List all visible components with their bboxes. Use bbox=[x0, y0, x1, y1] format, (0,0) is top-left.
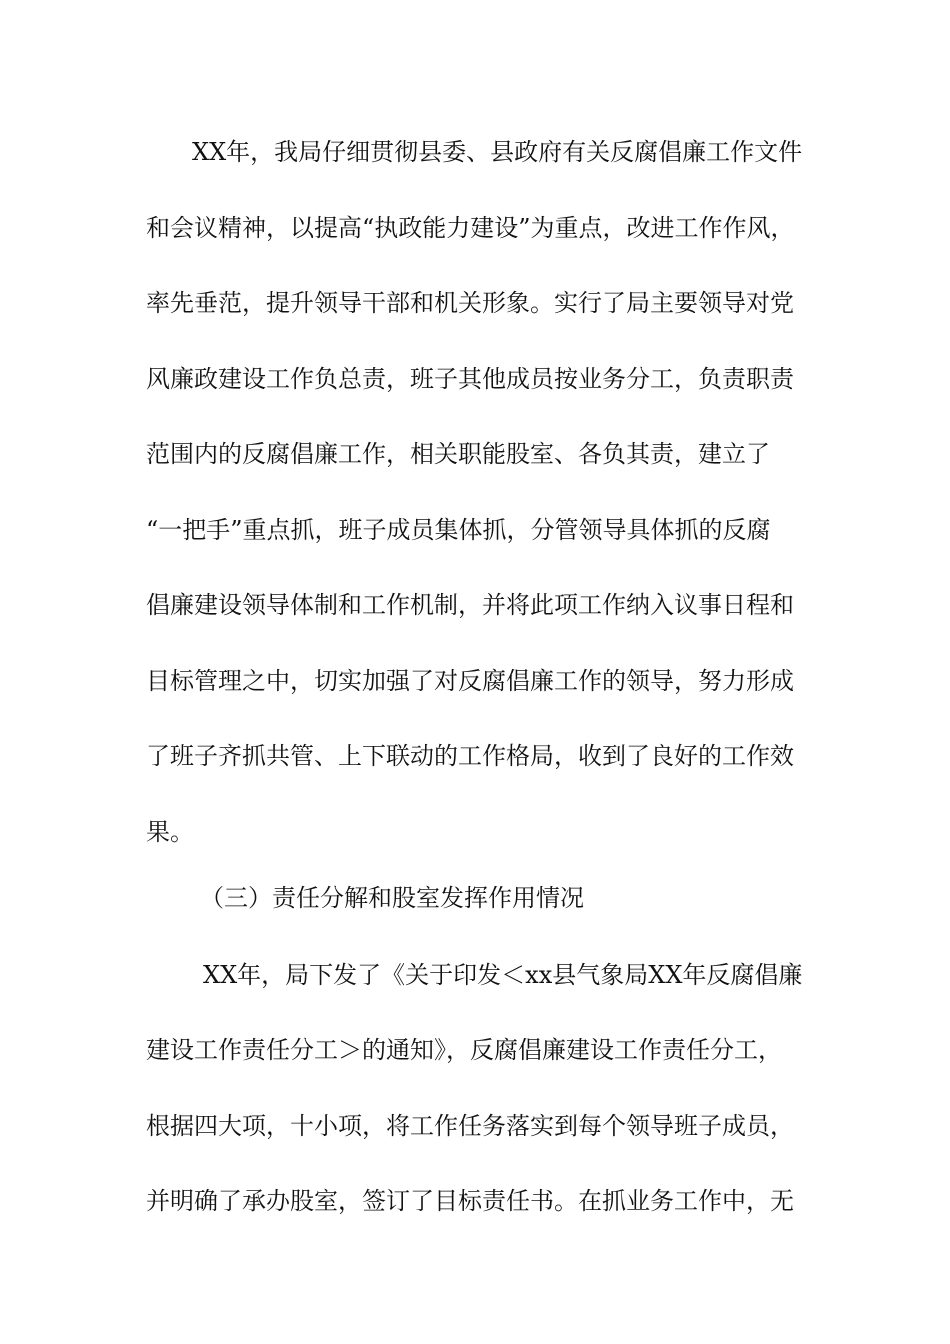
paragraph-line-12: 建设工作责任分工＞的通知》，反腐倡廉建设工作责任分工， bbox=[146, 1036, 782, 1064]
section-heading: （三）责任分解和股室发挥作用情况 bbox=[200, 884, 584, 912]
paragraph-line-9: 了班子齐抓共管、上下联动的工作格局，收到了良好的工作效 bbox=[146, 742, 794, 770]
paragraph-line-2: 和会议精神，以提高“执政能力建设”为重点，改进工作作风， bbox=[146, 214, 795, 242]
paragraph-line-7: 倡廉建设领导体制和工作机制，并将此项工作纳入议事日程和 bbox=[146, 591, 794, 619]
paragraph-line-13: 根据四大项，十小项，将工作任务落实到每个领导班子成员， bbox=[146, 1112, 794, 1140]
paragraph-line-1: XX年，我局仔细贯彻县委、县政府有关反腐倡廉工作文件 bbox=[192, 138, 803, 166]
paragraph-line-10: 果。 bbox=[146, 818, 194, 846]
paragraph-line-6: “一把手”重点抓，班子成员集体抓，分管领导具体抓的反腐 bbox=[146, 516, 771, 544]
paragraph-line-4: 风廉政建设工作负总责，班子其他成员按业务分工，负责职责 bbox=[146, 365, 794, 393]
paragraph-line-3: 率先垂范，提升领导干部和机关形象。实行了局主要领导对党 bbox=[146, 289, 794, 317]
paragraph-line-11: XX年，局下发了《关于印发＜xx县气象局XX年反腐倡廉 bbox=[203, 961, 803, 989]
paragraph-line-5: 范围内的反腐倡廉工作，相关职能股室、各负其责，建立了 bbox=[146, 440, 770, 468]
paragraph-line-8: 目标管理之中，切实加强了对反腐倡廉工作的领导，努力形成 bbox=[146, 667, 794, 695]
paragraph-line-14: 并明确了承办股室，签订了目标责任书。在抓业务工作中，无 bbox=[146, 1187, 794, 1215]
